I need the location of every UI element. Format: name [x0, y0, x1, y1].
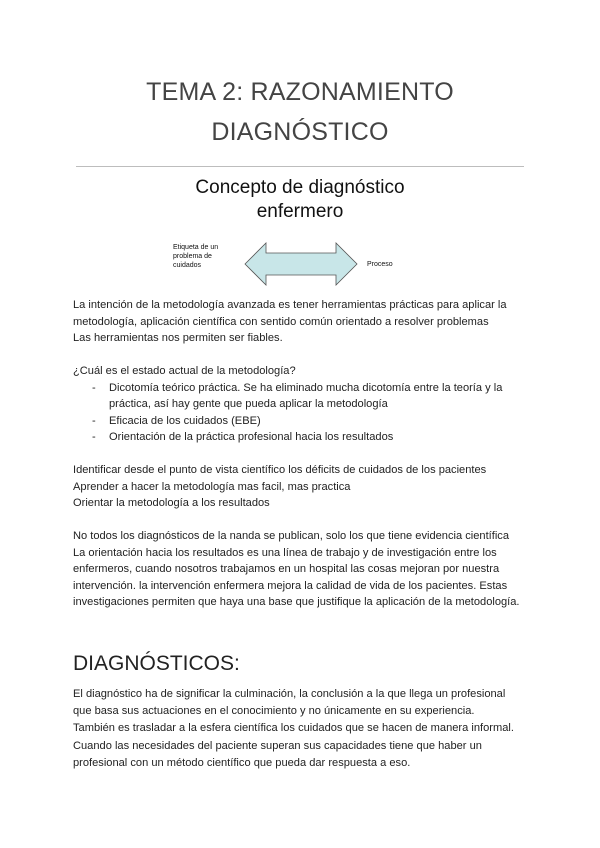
- nanda-line-5: investigaciones permiten que haya una base que justifique la aplicación de la metodología.: [73, 596, 520, 608]
- question-line: ¿Cuál es el estado actual de la metodología?: [73, 365, 296, 377]
- diagnosticos-section: [73, 686, 533, 772]
- double-arrow-shape: [245, 243, 357, 285]
- identify-line-2: Aprender a hacer la metodología mas facil, mas practica: [73, 480, 351, 493]
- figure-title-line-2: enfermero: [256, 201, 344, 222]
- nanda-line-2: La orientación hacia los resultados es una línea de trabajo y de investigación entre los: [73, 546, 497, 559]
- paragraph-gap: [73, 512, 533, 529]
- figure-left-label-line-3: cuidados: [173, 262, 202, 269]
- figure-left-label-line-1: Etiqueta de un: [173, 244, 219, 251]
- bullet-list: [73, 380, 533, 446]
- diagnosticos-line-1: El diagnóstico ha de significar la culminación, la conclusión a la que llega un profesional: [73, 688, 506, 700]
- double-arrow-icon: [244, 242, 358, 286]
- nanda-line-4: intervención. la intervención enfermera mejora la calidad de vida de los pacientes. Estas: [73, 579, 508, 592]
- bullet-1-line-1: - Dicotomía teórico práctica. Se ha eliminado mucha dicotomía entre la teoría y la: [109, 381, 503, 394]
- figure-left-label-line-2: problema de: [173, 253, 212, 260]
- identify-line-3: Orientar la metodología a los resultados: [73, 497, 270, 509]
- paragraph-gap: [73, 446, 533, 463]
- figure-right-label: Proceso: [367, 261, 393, 268]
- intro-line-3: Las herramientas nos permiten ser fiables.: [73, 332, 283, 344]
- intro-line-1: La intención de la metodología avanzada es tener herramientas prácticas para aplicar la: [73, 299, 507, 311]
- figure-left-label: [173, 243, 253, 270]
- bullet-3-line-1: - Orientación de la práctica profesional hacia los resultados: [109, 431, 394, 443]
- bullet-2-line-1: - Eficacia de los cuidados (EBE): [109, 414, 261, 427]
- section-heading-diagnosticos: DIAGNÓSTICOS:: [73, 652, 240, 675]
- diagnosticos-line-3: También es trasladar a la esfera científica los cuidados que se hacen de manera informal.: [73, 722, 514, 735]
- page-title-line-2: DIAGNÓSTICO: [211, 118, 389, 146]
- figure-title-line-1: Concepto de diagnóstico: [195, 177, 405, 198]
- list-item: [73, 429, 533, 446]
- nanda-line-3: enfermeros, cuando nosotros trabajamos en un hospital las cosas mejoran por nuestra: [73, 563, 500, 575]
- list-item: [73, 380, 533, 413]
- nanda-line-1: No todos los diagnósticos de la nanda se publican, solo los que tiene evidencia científica: [73, 530, 510, 542]
- bullet-1-line-2: práctica, así hay gente que pueda aplicar la metodología: [109, 398, 388, 410]
- diagnosticos-line-4: Cuando las necesidades del paciente superan sus capacidades tiene que haber un: [73, 739, 482, 752]
- paragraph-gap: [73, 347, 533, 364]
- list-item: [73, 413, 533, 430]
- intro-line-2: metodología, aplicación científica con sentido común orientado a resolver problemas: [73, 315, 489, 328]
- body-section: [73, 297, 533, 611]
- page-title: [0, 72, 600, 152]
- title-divider: [76, 166, 524, 167]
- diagnosticos-line-2: que basa sus actuaciones en el conocimiento y no únicamente en su experiencia.: [73, 705, 475, 718]
- identify-line-1: Identificar desde el punto de vista científico los déficits de cuidados de los pacientes: [73, 464, 487, 476]
- diagnosticos-line-5: profesional con un método científico que pueda dar respuesta a eso.: [73, 756, 411, 769]
- figure-title: [150, 176, 450, 224]
- page-title-line-1: TEMA 2: RAZONAMIENTO: [146, 78, 454, 106]
